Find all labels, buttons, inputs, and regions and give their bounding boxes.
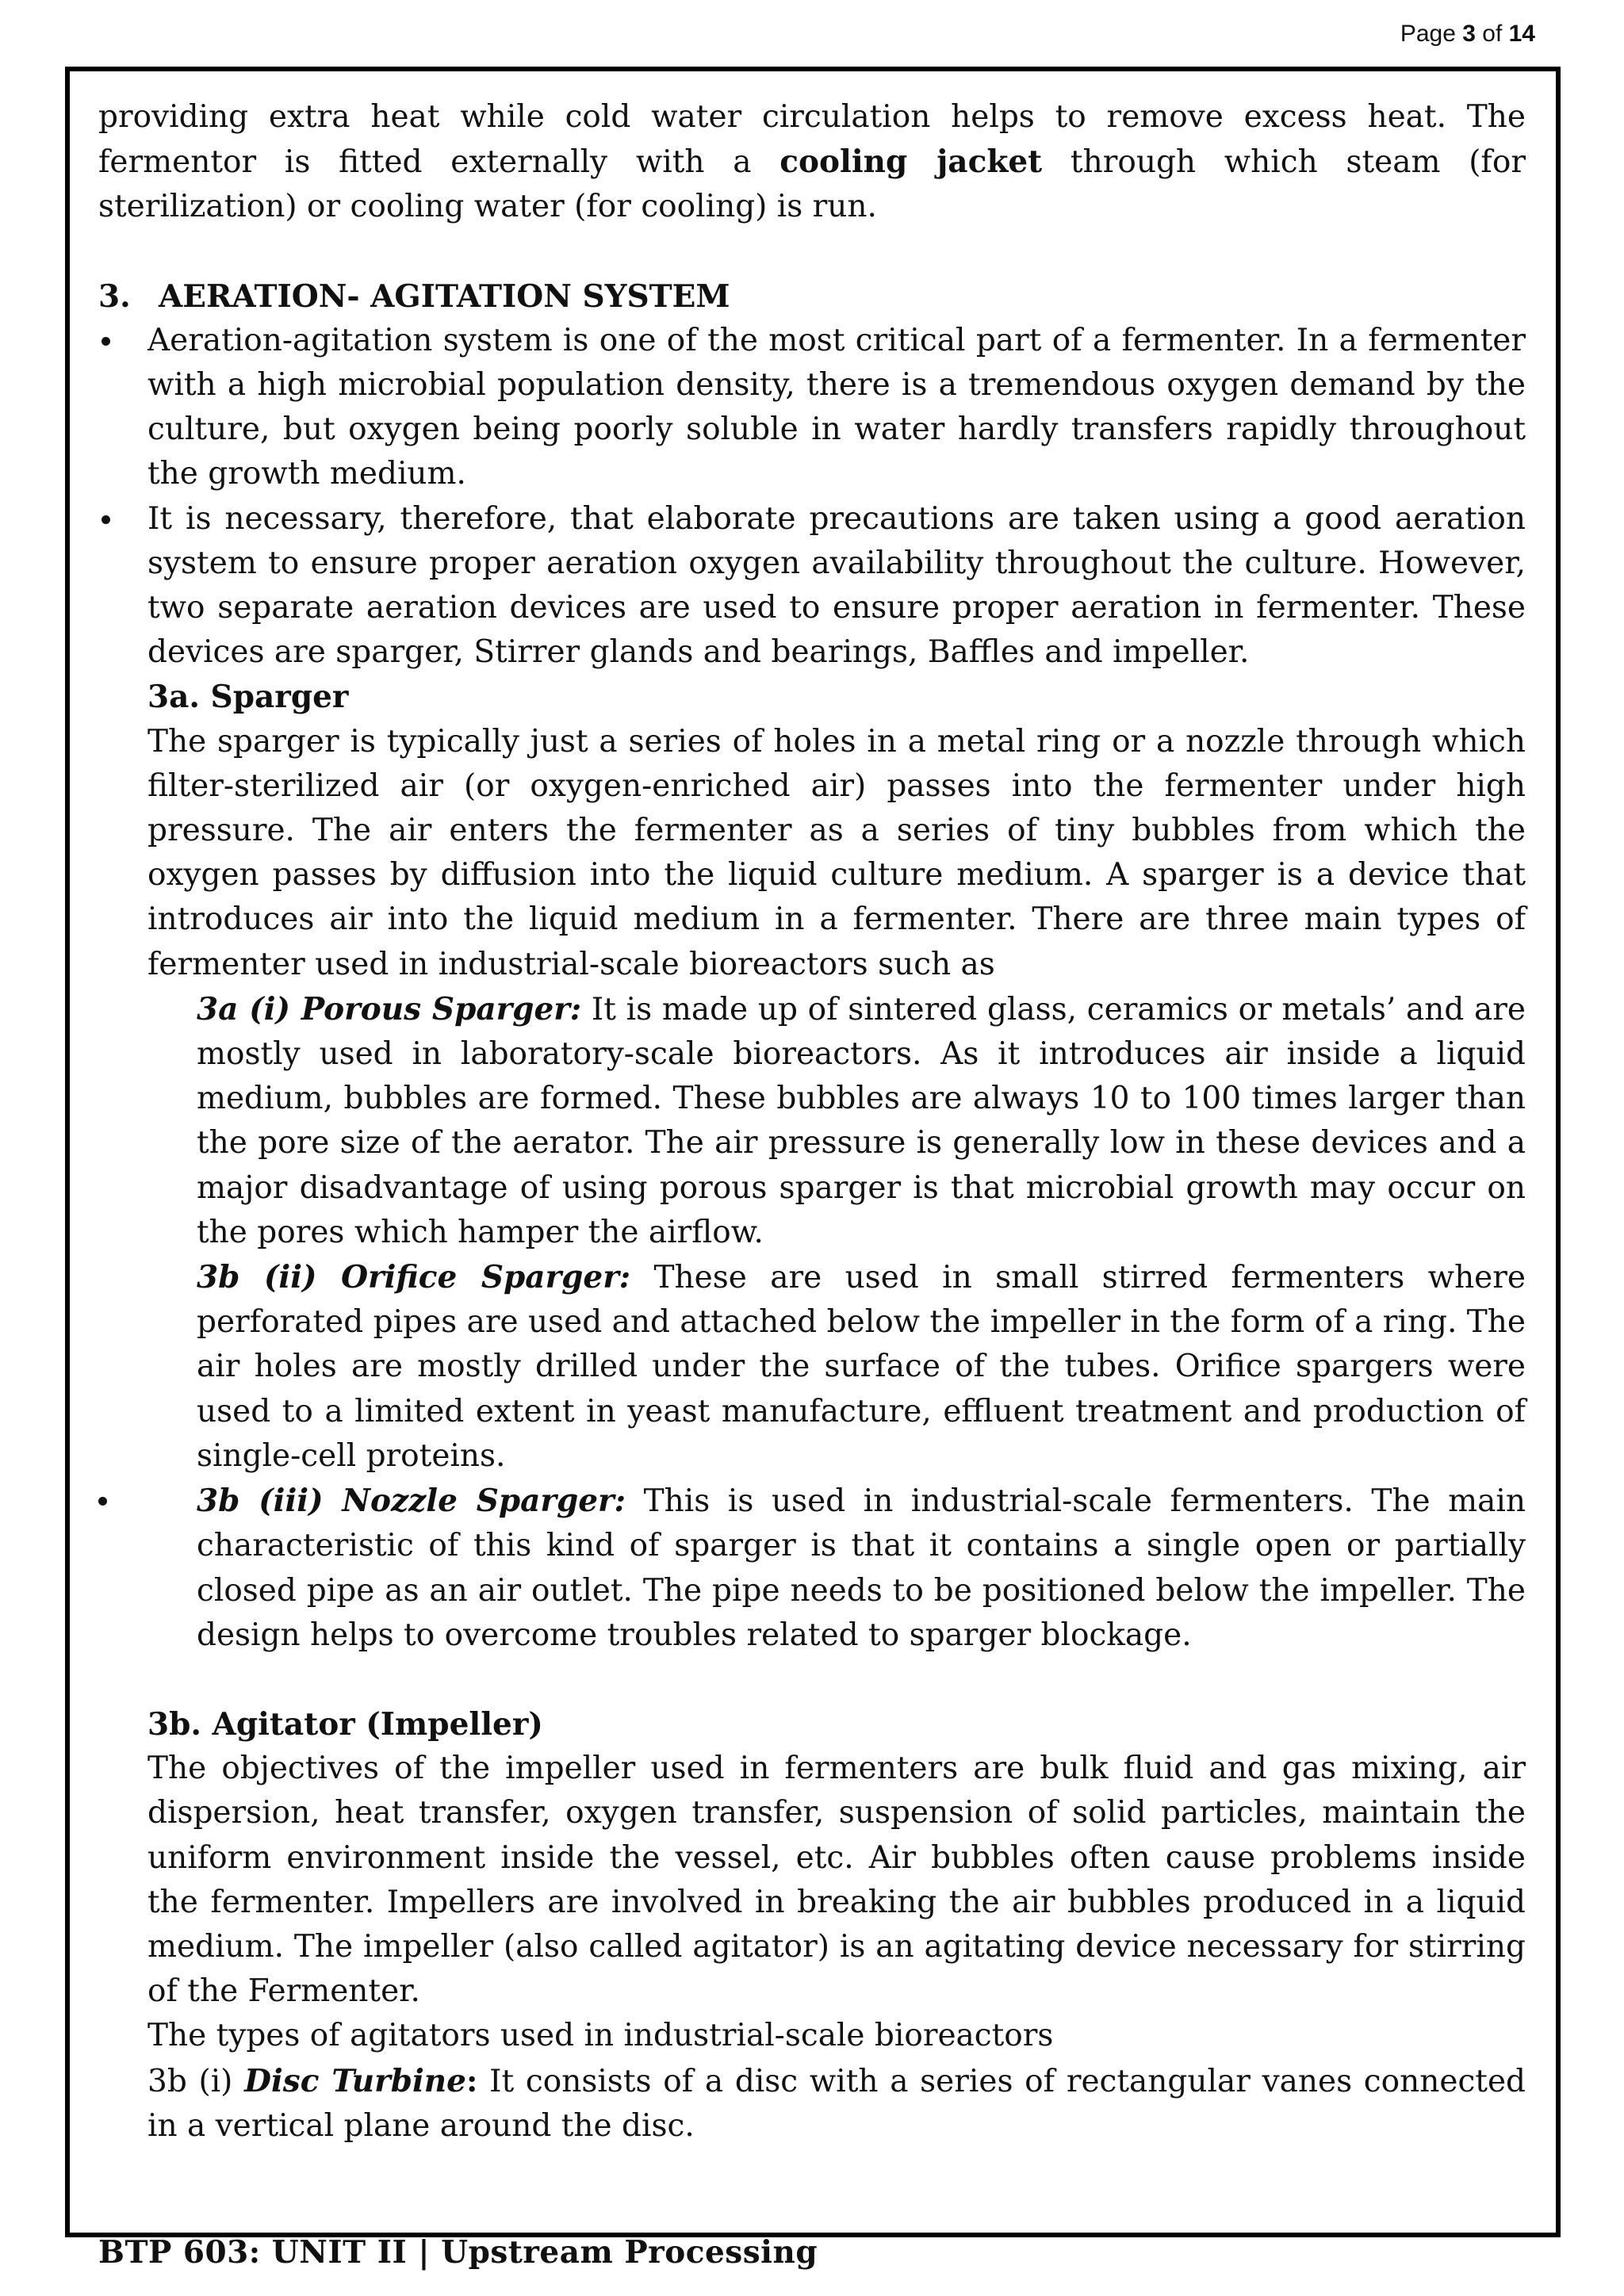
list-item: Aeration-agitation system is one of the most critical part of a fermenter. In a fermenter with a high microbial population density, there is a tremendous oxygen demand by the culture, but oxygen being poorly soluble in water hardly transfers rapidly throughout the growth medium. [98, 319, 1526, 497]
agitator-heading: 3b. Agitator (Impeller) [147, 1705, 543, 1743]
page-footer: BTP 603: UNIT II | Upstream Processing [98, 2234, 818, 2271]
bullet-icon [102, 515, 110, 524]
agitator-section [147, 1702, 1526, 2149]
agitator-paragraph: The objectives of the impeller used in fermenters are bulk fluid and gas mixing, air dispersion, heat transfer, oxygen transfer, suspension of solid particles, maintain the uniform environment inside the vessel, etc. Air bubbles often cause problems inside the fermenter. Impellers are involved in breaking the air bubbles produced in a liquid medium. The impeller (also called agitator) is an agitating device necessary for stirring of the Fermenter. [147, 1751, 1526, 2010]
nozzle-sparger-paragraph: 3b (iii) Nozzle Sparger: This is used in industrial-scale fermenters. The main characteristic of this kind of sparger is that it contains a single open or partially closed pipe as an air outlet. The pipe needs to be positioned below the impeller. The design helps to overcome troubles related to sparger blockage. [197, 1479, 1526, 1658]
orifice-sparger-paragraph: 3b (ii) Orifice Sparger: These are used in small stirred fermenters where perforated pipes are used and attached below the impeller in the form of a ring. The air holes are mostly drilled under the surface of the tubes. Orifice spargers were used to a limited extent in yeast manufacture, effluent treatment and production of single-cell proteins. [197, 1259, 1526, 1474]
intro-paragraph: providing extra heat while cold water circulation helps to remove excess heat. The fermentor is fitted externally with a cooling jacket through which steam (for sterilization) or cooling water (for cooling) is run. [98, 99, 1526, 225]
bullet-icon [102, 337, 110, 346]
section-bullets [98, 319, 1526, 675]
agitator-types-line: The types of agitators used in industrial-scale bioreactors [147, 2018, 1054, 2054]
disc-turbine-paragraph: 3b (i) Disc Turbine: It consists of a disc with a series of rectangular vanes connected in a vertical plane around the disc. [147, 2062, 1526, 2144]
list-item: It is necessary, therefore, that elaborate precautions are taken using a good aeration system to ensure proper aeration oxygen availability throughout the culture. However, two separate aeration devices are used to ensure proper aeration in fermenter. These devices are sparger, Stirrer glands and bearings, Baffles and impeller. [98, 497, 1526, 675]
page-content [98, 95, 1526, 2149]
sparger-types [197, 987, 1526, 1658]
sparger-heading: 3a. Sparger [147, 679, 349, 716]
porous-sparger-paragraph: 3a (i) Porous Sparger: It is made up of sintered glass, ceramics or metals’ and are mostly used in laboratory-scale bioreactors. As it introduces air inside a liquid medium, bubbles are formed. These bubbles are always 10 to 100 times larger than the pore size of the aerator. The air pressure is generally low in these devices and a major disadvantage of using porous sparger is that microbial growth may occur on the pores which hamper the airflow. [197, 990, 1526, 1250]
sparger-section [147, 675, 1526, 986]
page-number: Page 3 of 14 [1400, 21, 1535, 47]
sparger-paragraph: The sparger is typically just a series of holes in a metal ring or a nozzle through which filter-sterilized air (or oxygen-enriched air) passes into the fermenter under high pressure. The air enters the fermenter as a series of tiny bubbles from which the oxygen passes by diffusion into the liquid culture medium. A sparger is a device that introduces air into the liquid medium in a fermenter. There are three main types of fermenter used in industrial-scale bioreactors such as [147, 723, 1526, 982]
section-heading: 3. AERATION- AGITATION SYSTEM [98, 277, 730, 315]
bullet-icon [98, 1497, 107, 1506]
